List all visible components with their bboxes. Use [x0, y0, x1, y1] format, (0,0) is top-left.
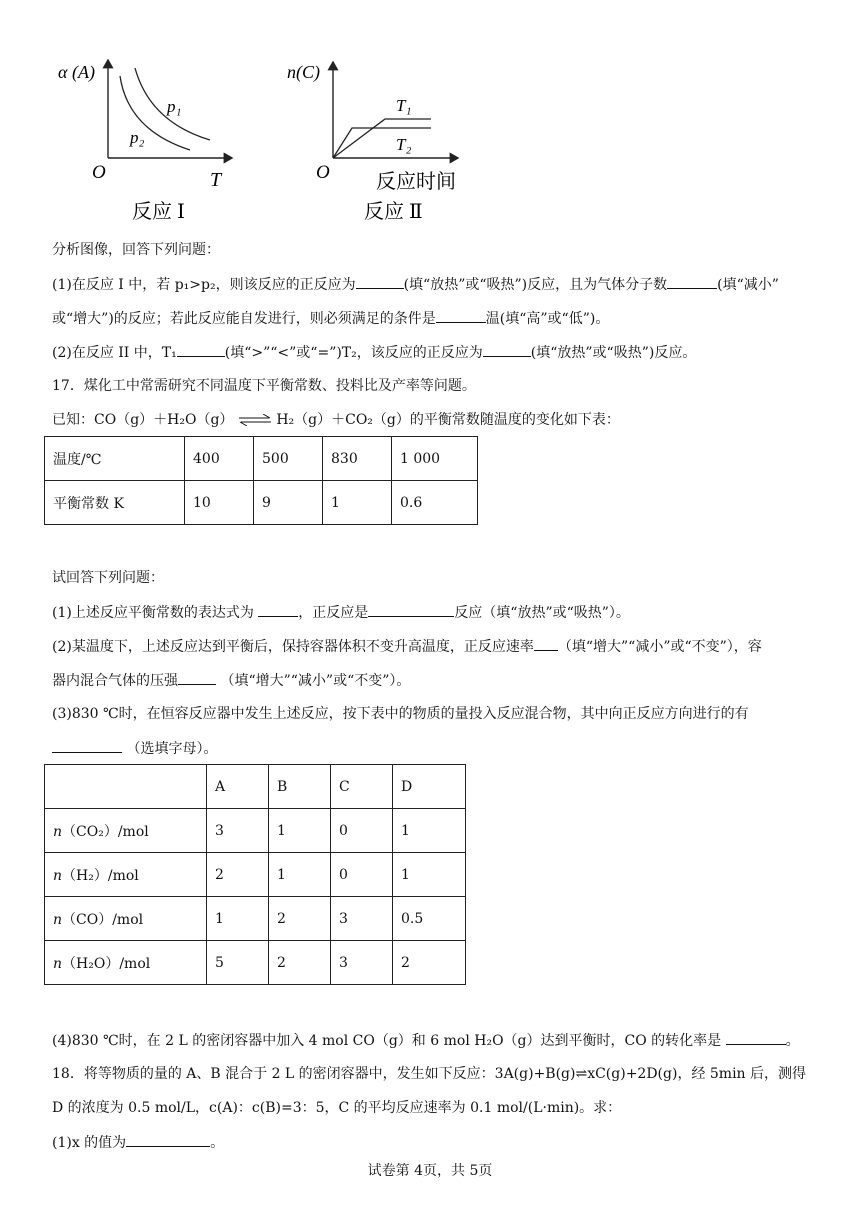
table-cell: 3 — [331, 897, 393, 941]
table-cell: B — [269, 765, 331, 809]
answer-blank[interactable] — [258, 602, 298, 617]
q16-part2: (2)在反应 II 中，T₁ (填“>”“<”或“=”)T₂，该反应的正反应为 (填“放热”或“吸热”)反应。 — [52, 342, 696, 363]
q17-ask: 试回答下列问题： — [52, 570, 164, 586]
table-cell: 1 — [269, 809, 331, 853]
answer-blank[interactable] — [178, 670, 216, 685]
table-cell: 500 — [254, 437, 323, 481]
caption-reaction-2: 反应 Ⅱ — [364, 201, 423, 223]
table-cell: D — [393, 765, 466, 809]
answer-blank[interactable] — [726, 1030, 786, 1045]
curve-p1-label: p₁ — [167, 97, 182, 116]
origin-label: O — [92, 162, 106, 183]
q17-sub1: (1)上述反应平衡常数的表达式为 ，正反应是 反应（填“放热”或“吸热”）。 — [52, 602, 630, 623]
curve-t1-label: T₁ — [396, 96, 412, 115]
curve-t2 — [333, 128, 431, 158]
table-cell: 400 — [185, 437, 254, 481]
table-cell: n（CO₂）/mol — [45, 809, 207, 853]
table-cell: 830 — [323, 437, 392, 481]
table-cell: 1 — [269, 853, 331, 897]
table-cell: 1 — [323, 481, 392, 525]
equilibrium-constant-table — [44, 436, 478, 525]
table-cell: A — [207, 765, 269, 809]
table-cell: 3 — [331, 941, 393, 985]
q17-sub2-line1: (2)某温度下，上述反应达到平衡后，保持容器体积不变升高温度，正反应速率 （填“增大”“减小”或“不变”），容 — [52, 636, 762, 657]
answer-blank[interactable] — [177, 342, 225, 357]
table-row — [45, 481, 478, 525]
x-axis-label: T — [210, 169, 222, 191]
q16-intro: 分析图像，回答下列问题： — [52, 242, 220, 258]
table-cell — [45, 765, 207, 809]
figures-area — [0, 0, 860, 232]
table-cell: 2 — [207, 853, 269, 897]
curve-t1 — [333, 119, 431, 158]
answer-blank[interactable] — [126, 1132, 210, 1147]
table-row — [45, 853, 466, 897]
y-axis-label: α (A) — [58, 62, 95, 82]
q18-line2: D 的浓度为 0.5 mol/L，c(A)：c(B)=3：5，C 的平均反应速率为 0.1 mol/(L·min)。求： — [52, 1100, 622, 1116]
table-row — [45, 941, 466, 985]
answer-blank[interactable] — [436, 308, 486, 323]
q16-part1-line2: 或“增大”)的反应；若此反应能自发进行，则必须满足的条件是 温(填“高”或“低”)。 — [52, 308, 609, 329]
table-cell: 9 — [254, 481, 323, 525]
table-cell: 0 — [331, 809, 393, 853]
curve-p2-label: p₂ — [130, 128, 145, 147]
table-cell: 3 — [207, 809, 269, 853]
table-row — [45, 897, 466, 941]
origin-label: O — [316, 162, 330, 183]
table-cell: 0.6 — [392, 481, 478, 525]
q17-sub2-line2: 器内混合气体的压强 （填“增大”“减小”或“不变”）。 — [52, 670, 410, 691]
q17-sub3-line1: (3)830 ℃时，在恒容反应器中发生上述反应，按下表中的物质的量投入反应混合物，其中向正反应方向进行的有 — [52, 706, 749, 722]
initial-amounts-table — [44, 764, 466, 985]
table-cell: 1 — [393, 809, 466, 853]
table-row — [45, 765, 466, 809]
table-cell: 1 000 — [392, 437, 478, 481]
table-cell: 0.5 — [393, 897, 466, 941]
y-axis-label: n(C) — [287, 62, 320, 82]
q17-sub3-line2: （选填字母）。 — [52, 738, 217, 759]
page-footer: 试卷第 4页，共 5页 — [367, 1163, 493, 1179]
table-cell: 10 — [185, 481, 254, 525]
q17-known: 已知：CO（g）＋H₂O（g） H₂（g）＋CO₂（g）的平衡常数随温度的变化如下表： — [52, 412, 620, 428]
table-cell: 2 — [393, 941, 466, 985]
caption-reaction-1: 反应 Ⅰ — [132, 201, 185, 223]
answer-blank[interactable] — [52, 738, 122, 753]
table-row — [45, 809, 466, 853]
table-cell: 1 — [393, 853, 466, 897]
table-cell: 平衡常数 K — [45, 481, 185, 525]
q16-part1-line1: (1)在反应 I 中，若 p₁>p₂，则该反应的正反应为 (填“放热”或“吸热”)反应，且为气体分子数 (填“减小” — [52, 274, 779, 295]
table-cell: n（CO）/mol — [45, 897, 207, 941]
answer-blank[interactable] — [368, 602, 454, 617]
graph-reaction-2 — [287, 62, 458, 223]
table-cell: 2 — [269, 941, 331, 985]
table-cell: 1 — [207, 897, 269, 941]
table-cell: 2 — [269, 897, 331, 941]
q17-title: 17．煤化工中常需研究不同温度下平衡常数、投料比及产率等问题。 — [52, 378, 476, 394]
table-cell: 0 — [331, 853, 393, 897]
table-row — [45, 437, 478, 481]
answer-blank[interactable] — [667, 274, 717, 289]
table-cell: 5 — [207, 941, 269, 985]
answer-blank[interactable] — [483, 342, 531, 357]
reaction-graphs — [0, 0, 860, 232]
x-axis-label: 反应时间 — [376, 171, 456, 193]
table-cell: n（H₂O）/mol — [45, 941, 207, 985]
table-cell: 温度/℃ — [45, 437, 185, 481]
q18-line1: 18．将等物质的量的 A、B 混合于 2 L 的密闭容器中，发生如下反应：3A(g)+B(g)⇌xC(g)+2D(g)，经 5min 后，测得 — [52, 1066, 807, 1082]
q17-sub4: (4)830 ℃时，在 2 L 的密闭容器中加入 4 mol CO（g）和 6 mol H₂O（g）达到平衡时，CO 的转化率是 。 — [52, 1030, 800, 1051]
q18-sub1: (1)x 的值为 。 — [52, 1132, 224, 1153]
answer-blank[interactable] — [534, 636, 558, 651]
equilibrium-arrows-icon — [238, 414, 272, 426]
graph-reaction-1 — [58, 60, 232, 223]
table-cell: n（H₂）/mol — [45, 853, 207, 897]
answer-blank[interactable] — [356, 274, 404, 289]
curve-t2-label: T₂ — [396, 135, 412, 154]
table-cell: C — [331, 765, 393, 809]
